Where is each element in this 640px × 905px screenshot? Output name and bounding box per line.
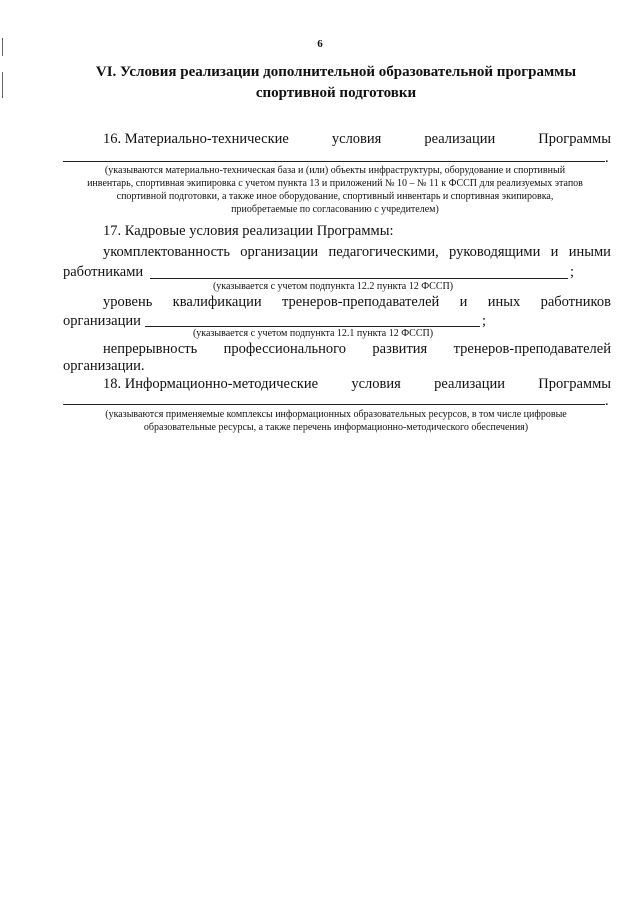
word: условия bbox=[331, 131, 382, 147]
staffing-continuation: работниками bbox=[63, 264, 144, 280]
item-17-title: 17. Кадровые условия реализации Программы: bbox=[103, 223, 394, 239]
word: профессионального bbox=[223, 341, 347, 357]
page-number: 6 bbox=[317, 38, 323, 50]
word: квалификации bbox=[172, 294, 262, 310]
word: реализации bbox=[424, 131, 496, 147]
qualification-line bbox=[103, 294, 611, 311]
item-18-note-line-2: образовательные ресурсы, а также перечень информационно-методического обеспечения) bbox=[143, 422, 529, 433]
item-16-note-line-2: инвентарь, спортивная экипировка с учетом пункта 13 и приложений № 10 – № 11 к ФССП для реализуемых этапов bbox=[87, 178, 583, 189]
word: развития bbox=[372, 341, 428, 357]
item-16-line bbox=[103, 131, 611, 148]
fill-in-line-qualification bbox=[145, 326, 480, 327]
word: руководящими bbox=[449, 244, 541, 260]
item-18-line bbox=[103, 376, 611, 393]
word: тренеров-преподавателей bbox=[281, 294, 440, 310]
word: и bbox=[459, 294, 468, 310]
word: уровень bbox=[103, 294, 153, 310]
item-16-note-line-1: (указываются материально-техническая база и (или) объекты инфраструктуры, оборудование и спортивный bbox=[104, 165, 566, 176]
word: педагогическими, bbox=[328, 244, 439, 260]
word: непрерывность bbox=[103, 341, 198, 357]
staffing-line bbox=[103, 244, 611, 261]
continuity-continuation: организации. bbox=[63, 358, 145, 374]
fill-in-line-item-16 bbox=[63, 161, 605, 162]
section-heading-line-1: VI. Условия реализации дополнительной образовательной программы bbox=[95, 64, 577, 80]
word: организации bbox=[240, 244, 319, 260]
word: иными bbox=[568, 244, 611, 260]
staffing-note: (указывается с учетом подпункта 12.2 пункта 12 ФССП) bbox=[212, 281, 454, 292]
word: и bbox=[550, 244, 559, 260]
staffing-end-mark: ; bbox=[570, 264, 575, 280]
fill-in-line-item-18 bbox=[63, 404, 605, 405]
qualification-note: (указывается с учетом подпункта 12.1 пункта 12 ФССП) bbox=[192, 328, 434, 339]
item-16-end-mark: . bbox=[605, 150, 609, 166]
word: Программы bbox=[538, 131, 611, 147]
fill-in-line-staffing bbox=[150, 278, 568, 279]
item-18-end-mark: . bbox=[605, 393, 609, 409]
item-16-note-line-4: приобретаемые по согласованию с учредителем) bbox=[231, 204, 439, 215]
word: работников bbox=[540, 294, 611, 310]
word: реализации bbox=[434, 376, 505, 392]
section-heading-line-2: спортивной подготовки bbox=[255, 85, 417, 101]
word: иных bbox=[487, 294, 521, 310]
qualification-continuation: организации bbox=[63, 313, 141, 329]
word: тренеров-преподавателей bbox=[453, 341, 611, 357]
item-18-note-line-1: (указываются применяемые комплексы информационных образовательных ресурсов, в том числе цифровые bbox=[105, 409, 567, 420]
word: условия bbox=[351, 376, 401, 392]
continuity-line bbox=[103, 341, 611, 358]
word: 18. Информационно-методические bbox=[103, 376, 319, 392]
word: 16. Материально-технические bbox=[103, 131, 289, 147]
item-16-note-line-3: спортивной подготовки, а также иное оборудование, спортивный инвентарь и спортивная экипировка, bbox=[116, 191, 554, 202]
word: Программы bbox=[538, 376, 611, 392]
qualification-end-mark: ; bbox=[482, 313, 487, 329]
word: укомплектованность bbox=[103, 244, 230, 260]
